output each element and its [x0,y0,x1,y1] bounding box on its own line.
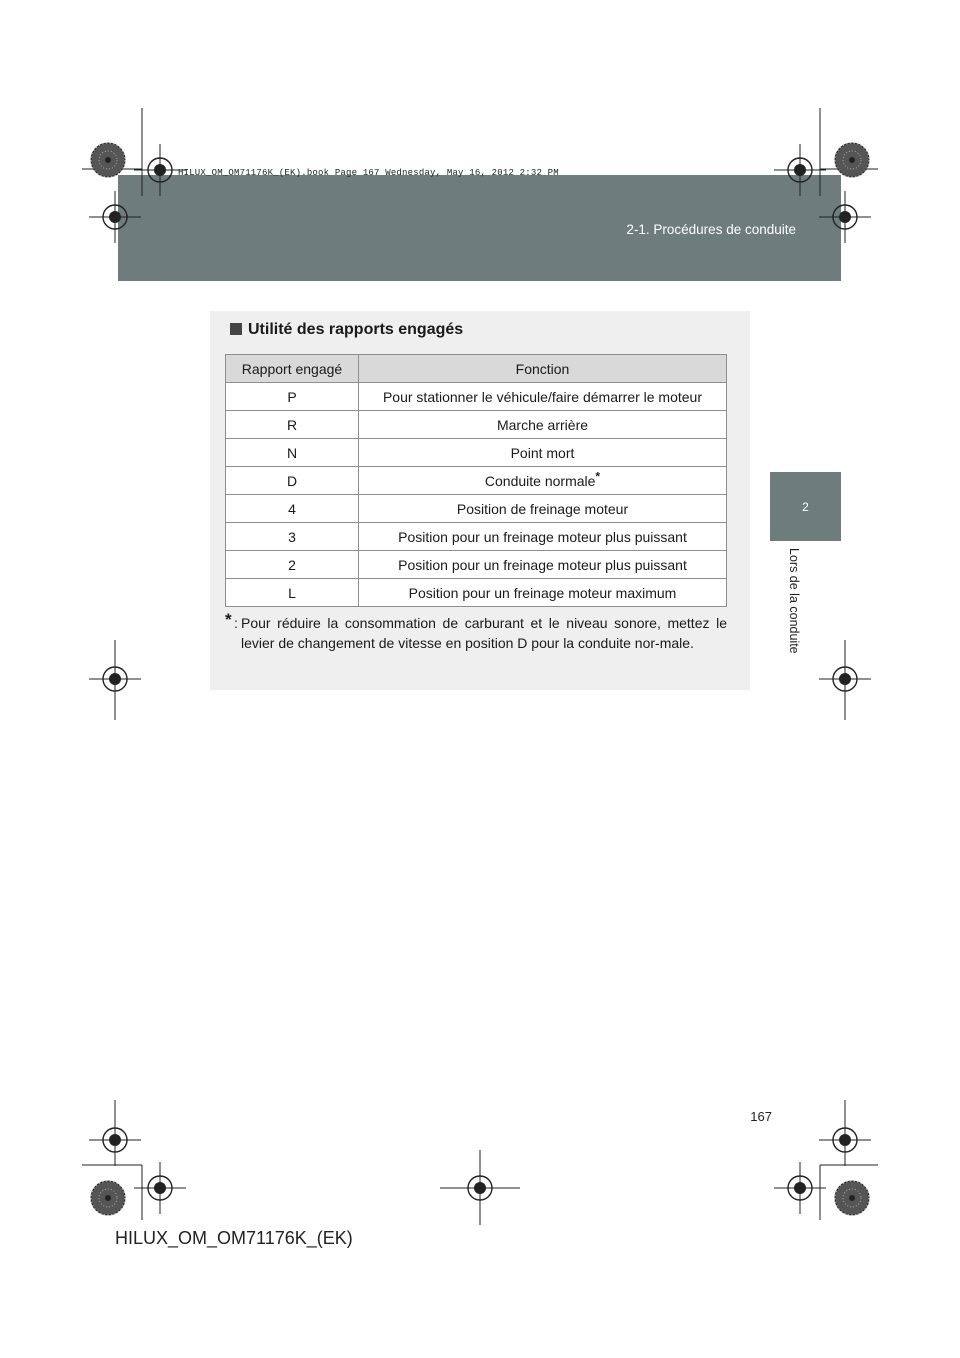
function-cell: Position pour un freinage moteur plus puissant [359,523,727,551]
gear-cell: L [226,579,359,607]
starburst-mark-icon [91,143,125,177]
gear-cell: 3 [226,523,359,551]
function-cell: Marche arrière [359,411,727,439]
footnote-colon: : [234,615,238,631]
column-header-function: Fonction [359,355,727,383]
function-text: Conduite normale [484,472,596,489]
function-cell: Position de freinage moteur [359,495,727,523]
function-cell: Point mort [359,439,727,467]
gear-cell: R [226,411,359,439]
footnote-star: * [225,610,232,629]
starburst-mark-icon [835,143,869,177]
column-header-gear: Rapport engagé [226,355,359,383]
function-cell: Position pour un freinage moteur plus puissant [359,551,727,579]
gear-cell: 4 [226,495,359,523]
gear-cell: P [226,383,359,411]
trim-lines [82,108,878,1220]
function-cell: Position pour un freinage moteur maximum [359,579,727,607]
side-tab-number: 2 [802,500,809,514]
gear-cell: D [226,467,359,495]
info-heading-text: Utilité des rapports engagés [248,321,464,338]
crosshair-mark-icon [774,1162,826,1214]
page-number: 167 [750,1109,772,1124]
gear-cell: 2 [226,551,359,579]
book-stamp: HILUX_OM_OM71176K_(EK).book Page 167 Wednesday, May 16, 2012 2:32 PM [178,168,559,178]
function-cell: Pour stationner le véhicule/faire démarrer le moteur [359,383,727,411]
crosshair-mark-icon [819,191,871,243]
footnote-text: Pour réduire la consommation de carburant et le niveau sonore, mettez le levier de changement de vitesse en position D pour la conduite nor-male. [241,615,727,651]
document-code: HILUX_OM_OM71176K_(EK) [115,1228,353,1248]
starburst-mark-icon [91,1181,125,1215]
starburst-mark-icon [835,1181,869,1215]
section-title: 2-1. Procédures de conduite [626,222,796,237]
footnote-marker: * [595,468,601,483]
crosshair-mark-icon [774,144,826,196]
side-tab-label: Lors de la conduite [787,548,801,654]
gear-cell: N [226,439,359,467]
crosshair-mark-icon [89,191,141,243]
